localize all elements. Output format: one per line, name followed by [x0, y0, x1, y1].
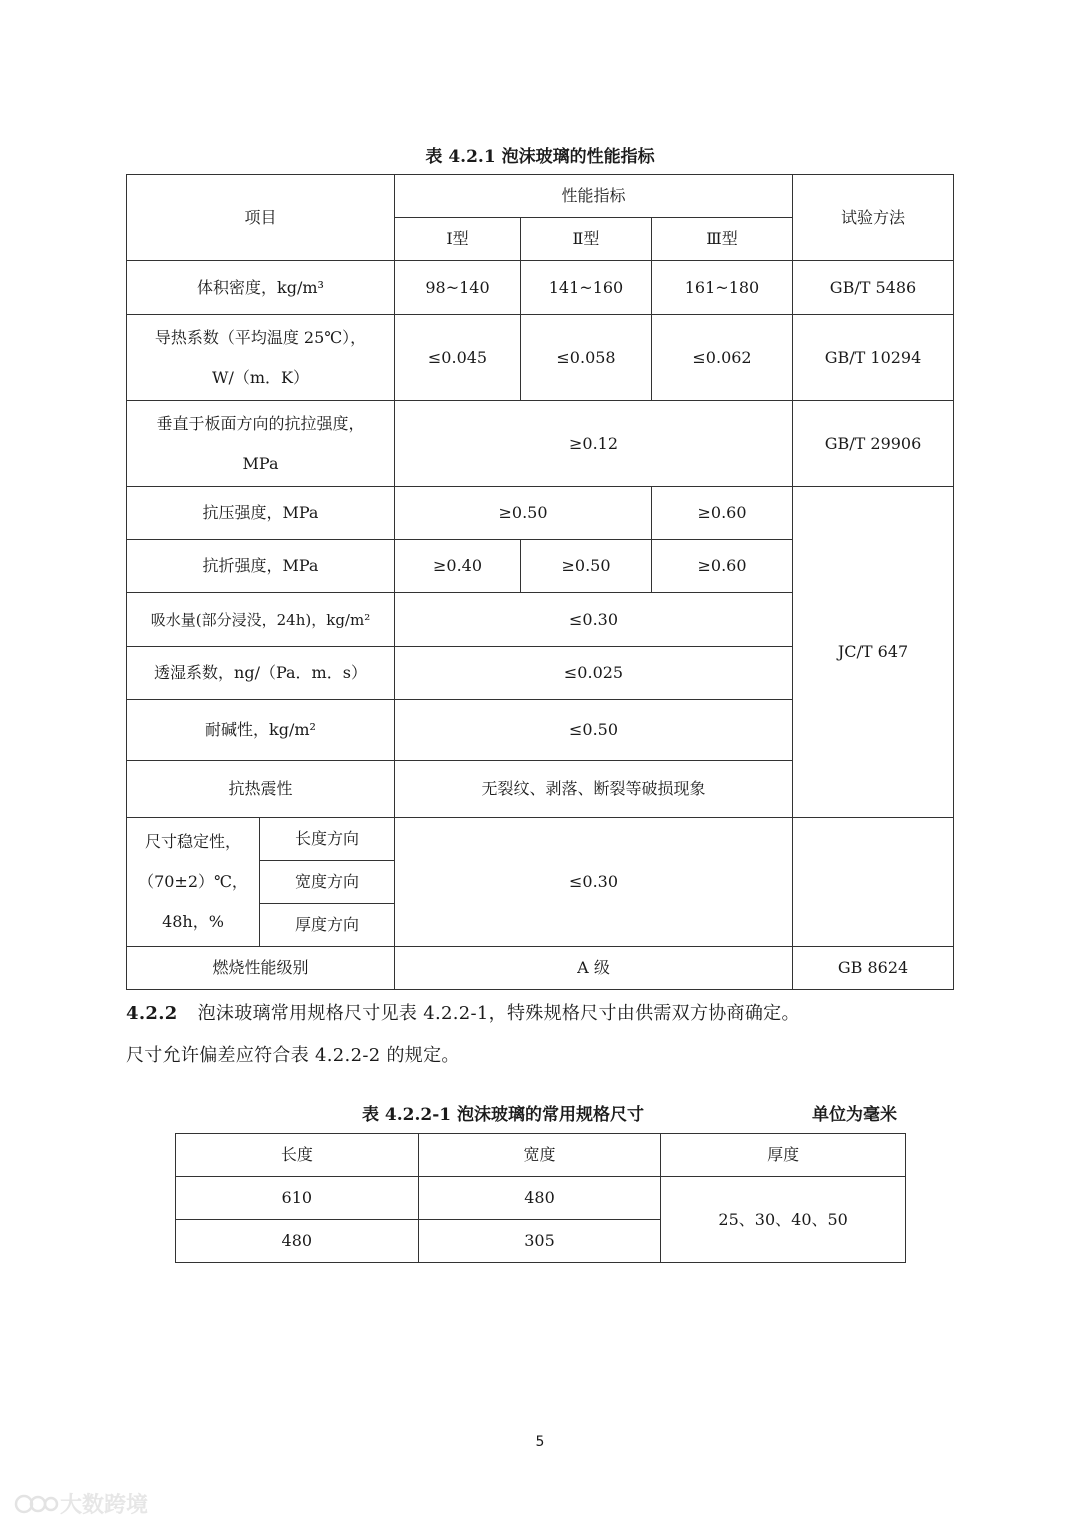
- cell-method: GB/T 10294: [793, 315, 954, 401]
- row-label: 吸水量(部分浸没，24h)，kg/m²: [127, 593, 395, 647]
- cell-value: 480: [418, 1177, 661, 1220]
- table-row: [127, 487, 954, 540]
- header-method: 试验方法: [793, 175, 954, 261]
- page-number: 5: [535, 1434, 545, 1450]
- table-row: [176, 1177, 906, 1220]
- row-label-line: MPa: [242, 453, 279, 473]
- table-row: [127, 261, 954, 315]
- cell-value: ≥0.12: [395, 401, 793, 487]
- row-label: 抗压强度，MPa: [127, 487, 395, 540]
- cell-value: 610: [176, 1177, 419, 1220]
- table-row: [127, 401, 954, 487]
- row-label: 抗热震性: [127, 761, 395, 818]
- header-length: 长度: [176, 1134, 419, 1177]
- sub-label: 厚度方向: [260, 904, 395, 947]
- cell-value: 无裂纹、剥落、断裂等破损现象: [395, 761, 793, 818]
- cell-method: GB 8624: [793, 947, 954, 990]
- row-label: 体积密度，kg/m³: [127, 261, 395, 315]
- cell-value: 98~140: [395, 261, 521, 315]
- cell-method-shared: JC/T 647: [793, 487, 954, 818]
- size-table: [175, 1133, 906, 1263]
- header-performance: 性能指标: [395, 175, 793, 218]
- header-thickness: 厚度: [661, 1134, 906, 1177]
- row-label-line: 垂直于板面方向的抗拉强度，: [156, 413, 365, 433]
- cell-value: 480: [176, 1220, 419, 1263]
- sub-label: 宽度方向: [260, 861, 395, 904]
- row-label: [127, 315, 395, 401]
- row-label-line: 48h，%: [162, 912, 224, 931]
- cell-value: ≥0.60: [652, 487, 793, 540]
- cell-value: 161~180: [652, 261, 793, 315]
- header-type-2: Ⅱ型: [521, 218, 652, 261]
- table1-title: 表 4.2.1 泡沫玻璃的性能指标: [425, 147, 655, 167]
- row-label: [127, 818, 260, 947]
- cell-value: ≤0.058: [521, 315, 652, 401]
- cell-value: ≥0.50: [395, 487, 652, 540]
- row-label-line: 尺寸稳定性，: [144, 832, 241, 851]
- row-label: [127, 401, 395, 487]
- table2-title: 表 4.2.2-1 泡沫玻璃的常用规格尺寸: [362, 1105, 645, 1125]
- watermark-logo-icon: [14, 1492, 60, 1516]
- header-type-3: Ⅲ型: [652, 218, 793, 261]
- cell-value: ≤0.062: [652, 315, 793, 401]
- paragraph-line-1: [126, 994, 954, 1034]
- cell-value: ≥0.60: [652, 540, 793, 593]
- watermark: [14, 1488, 148, 1519]
- cell-value: A 级: [395, 947, 793, 990]
- cell-value: ≤0.30: [395, 818, 793, 947]
- header-width: 宽度: [418, 1134, 661, 1177]
- cell-thickness: 25、30、40、50: [661, 1177, 906, 1263]
- row-label: 透湿系数，ng/（Pa．m．s）: [127, 647, 395, 700]
- header-item: 项目: [127, 175, 395, 261]
- table-row: [127, 315, 954, 401]
- cell-method: GB/T 29906: [793, 401, 954, 487]
- performance-table: [126, 174, 954, 990]
- cell-value: ≤0.50: [395, 700, 793, 761]
- clause-number: 4.2.2: [126, 1003, 178, 1024]
- table-row: [127, 818, 954, 861]
- cell-method-empty: [793, 818, 954, 947]
- cell-value: ≥0.50: [521, 540, 652, 593]
- paragraph-line-2: 尺寸允许偏差应符合表 4.2.2-2 的规定。: [126, 1045, 460, 1066]
- row-label: 抗折强度，MPa: [127, 540, 395, 593]
- table-row: [127, 947, 954, 990]
- cell-value: ≤0.025: [395, 647, 793, 700]
- paragraph-text: 泡沫玻璃常用规格尺寸见表 4.2.2-1，特殊规格尺寸由供需双方协商确定。: [197, 1003, 800, 1024]
- table2-unit: 单位为毫米: [812, 1105, 897, 1125]
- cell-method: GB/T 5486: [793, 261, 954, 315]
- cell-value: 141~160: [521, 261, 652, 315]
- watermark-text: 大数跨境: [60, 1493, 149, 1518]
- row-label-line: W/（m．K）: [212, 367, 309, 387]
- cell-value: 305: [418, 1220, 661, 1263]
- row-label: 耐碱性，kg/m²: [127, 700, 395, 761]
- cell-value: ≤0.045: [395, 315, 521, 401]
- row-label: 燃烧性能级别: [127, 947, 395, 990]
- sub-label: 长度方向: [260, 818, 395, 861]
- cell-value: ≥0.40: [395, 540, 521, 593]
- header-type-1: Ⅰ型: [395, 218, 521, 261]
- cell-value: ≤0.30: [395, 593, 793, 647]
- row-label-line: 导热系数（平均温度 25℃），: [154, 327, 367, 347]
- row-label-line: （70±2）℃，: [138, 872, 248, 891]
